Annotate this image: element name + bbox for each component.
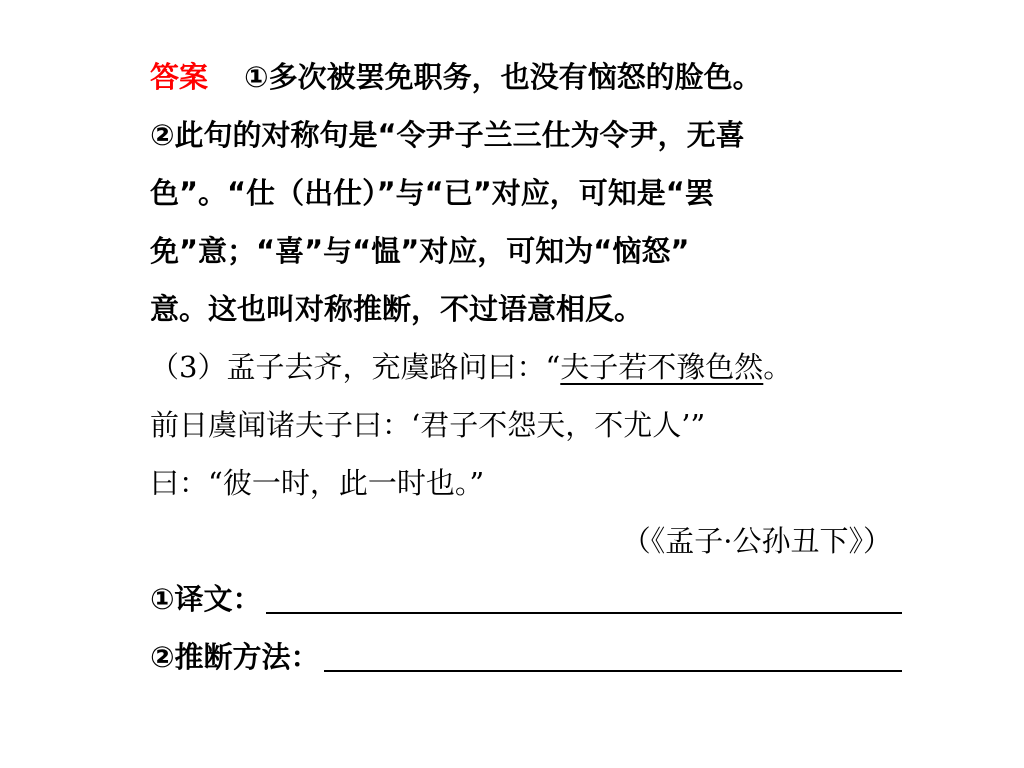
question-3-source: （《孟子·公孙丑下》） xyxy=(621,524,892,558)
answer-item-2-line-2: 色”。“仕（出仕）”与“已”对应，可知是“罢 xyxy=(150,176,714,210)
translation-prompt: ①译文： xyxy=(150,582,262,616)
answer-item-2-line-4: 意。这也叫对称推断，不过语意相反。 xyxy=(150,292,644,326)
question-3-line-1 xyxy=(150,338,902,396)
method-blank-line[interactable] xyxy=(324,670,902,672)
answer-item-2-line-1: ②此句的对称句是“令尹子兰三仕为令尹，无喜 xyxy=(150,118,745,152)
translation-row xyxy=(150,570,902,628)
method-row xyxy=(150,628,902,686)
question-3-suffix: 。 xyxy=(763,350,793,384)
question-3-underlined-sentence: 夫子若不豫色然 xyxy=(560,350,764,384)
answer-item-2-line-3: 免”意；“喜”与“愠”对应，可知为“恼怒” xyxy=(150,234,690,268)
question-3-line-3: 曰：“彼一时，此一时也。” xyxy=(150,466,485,500)
answer-item-1: ①多次被罢免职务，也没有恼怒的脸色。 xyxy=(244,60,762,94)
question-3-prefix: （3）孟子去齐，充虞路问曰：“ xyxy=(150,350,561,384)
answer-line xyxy=(150,48,902,106)
translation-blank-line[interactable] xyxy=(266,612,902,614)
method-prompt: ②推断方法： xyxy=(150,640,320,674)
slide-content xyxy=(150,48,902,686)
question-3-line-2: 前日虞闻诸夫子曰：‘君子不怨天，不尤人’” xyxy=(150,408,706,442)
answer-label: 答案 xyxy=(150,60,209,94)
